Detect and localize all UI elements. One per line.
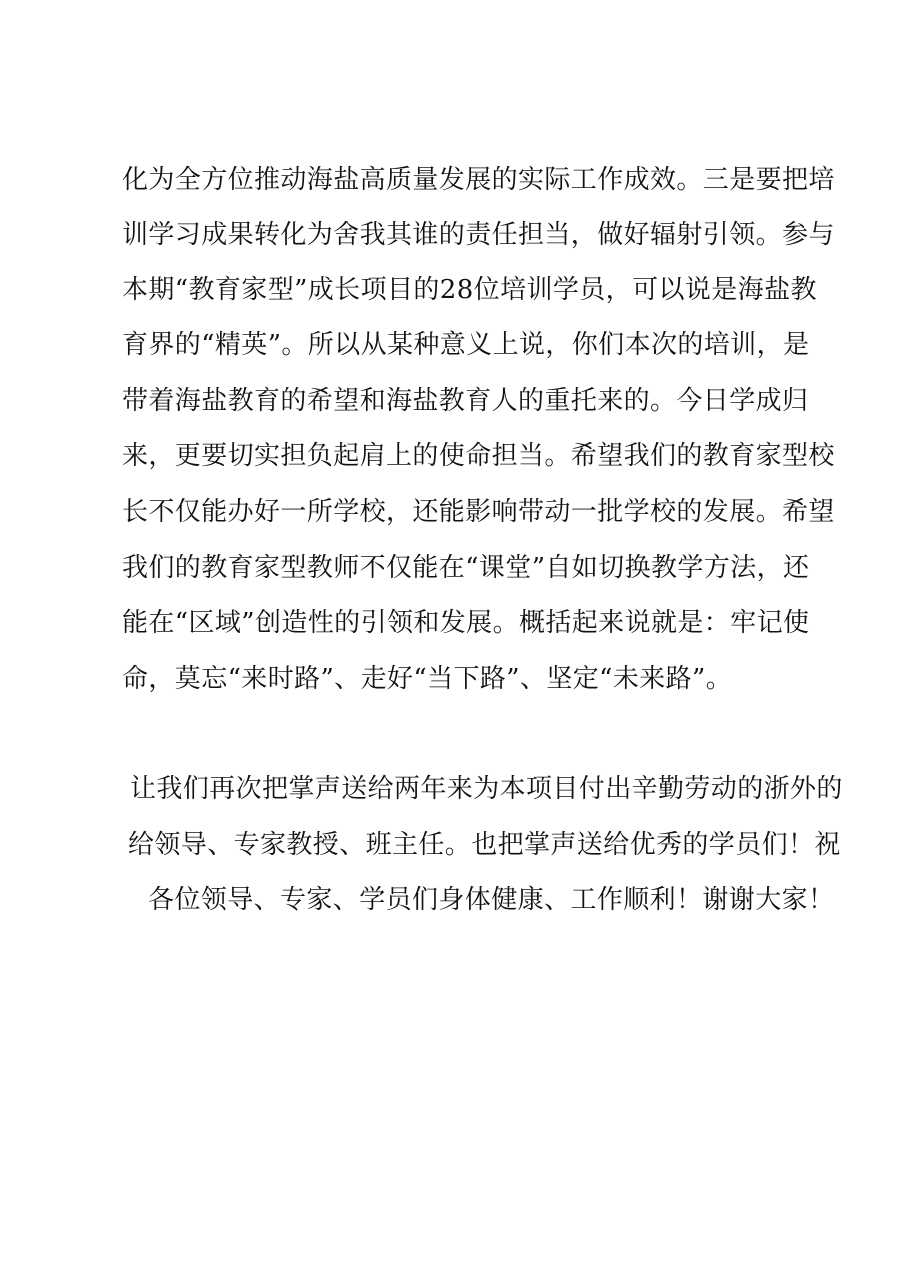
text-line: 来，更要切实担负起肩上的使命担当。希望我们的教育家型校: [122, 441, 835, 471]
text-line: 能在“区域”创造性的引领和发展。概括起来说就是：牢记使: [122, 608, 810, 638]
text-line: 化为全方位推动海盐高质量发展的实际工作成效。三是要把培: [122, 165, 835, 195]
text-line: 带着海盐教育的希望和海盐教育人的重托来的。今日学成归: [122, 386, 809, 416]
text-line: 给领导、专家教授、班主任。也把掌声送给优秀的学员们！祝: [128, 830, 841, 860]
text-line: 育界的“精英”。所以从某种意义上说，你们本次的培训，是: [122, 330, 810, 360]
text-line: 各位领导、专家、学员们身体健康、工作顺利！谢谢大家！: [148, 885, 835, 915]
text-line: 我们的教育家型教师不仅能在“课堂”自如切换教学方法，还: [122, 553, 810, 583]
text-line: 长不仅能办好一所学校，还能影响带动一批学校的发展。希望: [122, 497, 835, 527]
text-line: 训学习成果转化为舍我其谁的责任担当，做好辐射引领。参与: [122, 220, 835, 250]
text-line: 本期“教育家型”成长项目的28位培训学员，可以说是海盐教: [122, 275, 817, 305]
text-line: 让我们再次把掌声送给两年来为本项目付出辛勤劳动的浙外的: [130, 774, 843, 804]
text-line: 命，莫忘“来时路”、走好“当下路”、坚定“未来路”。: [122, 664, 733, 694]
